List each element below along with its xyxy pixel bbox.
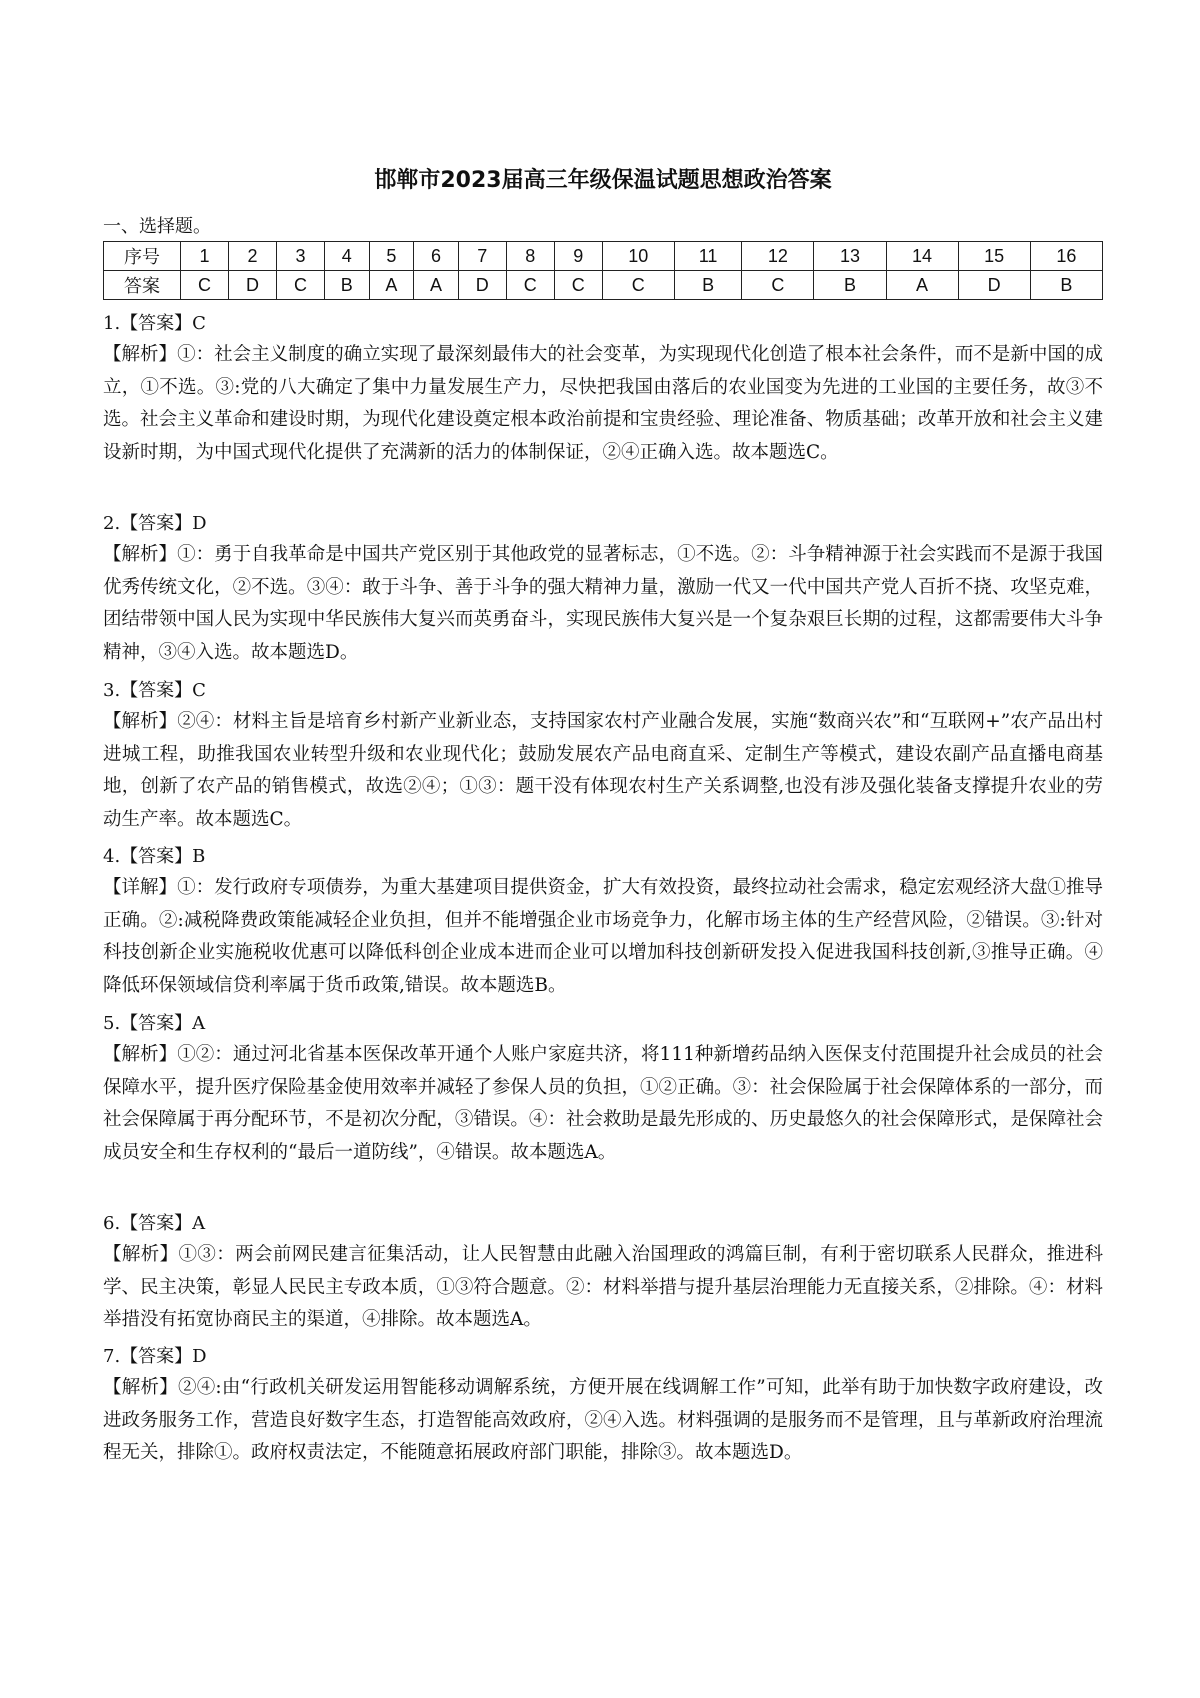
question-explanation: 【解析】①③：两会前网民建言征集活动，让人民智慧由此融入治国理政的鸿篇巨制，有利于密切联系人民群众，推进科学、民主决策，彰显人民民主专政本质，①③符合题意。②：材料举措与提升基层治理能力无直接关系，②排除。④：材料举措没有拓宽协商民主的渠道，④排除。故本题选A。 bbox=[103, 1244, 1103, 1330]
question-2 bbox=[103, 509, 1103, 669]
table-cell-answer: D bbox=[228, 271, 276, 300]
table-cell-number: 10 bbox=[602, 242, 674, 271]
table-cell-number: 5 bbox=[369, 242, 414, 271]
table-cell-number: 13 bbox=[814, 242, 886, 271]
table-cell-number: 1 bbox=[181, 242, 229, 271]
question-answer-line: 2.【答案】D bbox=[103, 513, 207, 534]
section-heading: 一、选择题。 bbox=[103, 216, 211, 237]
table-cell-number: 4 bbox=[324, 242, 369, 271]
table-cell-number: 8 bbox=[506, 242, 554, 271]
question-explanation: 【解析】①：社会主义制度的确立实现了最深刻最伟大的社会变革，为实现现代化创造了根本社会条件，而不是新中国的成立，①不选。③:党的八大确定了集中力量发展生产力，尽快把我国由落后的农业国变为先进的工业国的主要任务，故③不选。社会主义革命和建设时期，为现代化建设奠定根本政治前提和宝贵经验、理论准备、物质基础；改革开放和社会主义建设新时期，为中国式现代化提供了充满新的活力的体制保证，②④正确入选。故本题选C。 bbox=[103, 344, 1103, 463]
question-answer-line: 1.【答案】C bbox=[103, 313, 206, 334]
question-answer-line: 5.【答案】A bbox=[103, 1013, 206, 1034]
table-cell-number: 2 bbox=[228, 242, 276, 271]
table-cell-answer: A bbox=[414, 271, 459, 300]
table-cell-number: 6 bbox=[414, 242, 459, 271]
table-cell-number: 11 bbox=[674, 242, 741, 271]
table-cell-answer: A bbox=[886, 271, 958, 300]
table-cell-answer: D bbox=[958, 271, 1030, 300]
table-cell-answer: D bbox=[458, 271, 506, 300]
table-cell-number: 15 bbox=[958, 242, 1030, 271]
question-explanation: 【解析】①②：通过河北省基本医保改革开通个人账户家庭共济，将111种新增药品纳入医保支付范围提升社会成员的社会保障水平，提升医疗保险基金使用效率并减轻了参保人员的负担，①②正确。③：社会保险属于社会保障体系的一部分，而社会保障属于再分配环节，不是初次分配，③错误。④：社会救助是最先形成的、历史最悠久的社会保障形式，是保障社会成员安全和生存权利的“最后一道防线”，④错误。故本题选A。 bbox=[103, 1044, 1103, 1163]
table-cell-answer: C bbox=[506, 271, 554, 300]
table-cell-number: 14 bbox=[886, 242, 958, 271]
question-explanation: 【详解】①：发行政府专项债券，为重大基建项目提供资金，扩大有效投资，最终拉动社会需求，稳定宏观经济大盘①推导正确。②:减税降费政策能减轻企业负担，但并不能增强企业市场竞争力，化解市场主体的生产经营风险，②错误。③:针对科技创新企业实施税收优惠可以降低科创企业成本进而企业可以增加科技创新研发投入促进我国科技创新,③推导正确。④降低环保领域信贷利率属于货币政策,错误。故本题选B。 bbox=[103, 877, 1103, 996]
question-answer-line: 3.【答案】C bbox=[103, 680, 206, 701]
table-cell-answer: C bbox=[742, 271, 814, 300]
question-answer-line: 6.【答案】A bbox=[103, 1213, 206, 1234]
table-cell-answer: B bbox=[1030, 271, 1102, 300]
answer-table bbox=[103, 241, 1103, 300]
table-cell-number: 3 bbox=[276, 242, 324, 271]
question-4 bbox=[103, 842, 1103, 1002]
table-row-numbers bbox=[104, 242, 1103, 271]
table-cell-number: 7 bbox=[458, 242, 506, 271]
question-1 bbox=[103, 309, 1103, 469]
question-answer-line: 7.【答案】D bbox=[103, 1346, 207, 1367]
question-7 bbox=[103, 1342, 1103, 1470]
table-cell-number: 16 bbox=[1030, 242, 1102, 271]
table-cell-answer: C bbox=[554, 271, 602, 300]
table-row-answers bbox=[104, 271, 1103, 300]
question-3 bbox=[103, 676, 1103, 836]
table-cell-answer: C bbox=[602, 271, 674, 300]
table-cell-answer: A bbox=[369, 271, 414, 300]
table-cell-answer: C bbox=[276, 271, 324, 300]
table-cell-answer: B bbox=[674, 271, 741, 300]
question-explanation: 【解析】②④：材料主旨是培育乡村新产业新业态，支持国家农村产业融合发展，实施“数商兴农”和“互联网+”农产品出村进城工程，助推我国农业转型升级和农业现代化；鼓励发展农产品电商直采、定制生产等模式，建设农副产品直播电商基地，创新了农产品的销售模式，故选②④；①③：题干没有体现农村生产关系调整,也没有涉及强化装备支撑提升农业的劳动生产率。故本题选C。 bbox=[103, 711, 1103, 830]
question-6 bbox=[103, 1209, 1103, 1337]
question-5 bbox=[103, 1009, 1103, 1169]
question-explanation: 【解析】①：勇于自我革命是中国共产党区别于其他政党的显著标志，①不选。②：斗争精神源于社会实践而不是源于我国优秀传统文化，②不选。③④：敢于斗争、善于斗争的强大精神力量，激励一代又一代中国共产党人百折不挠、攻坚克难，团结带领中国人民为实现中华民族伟大复兴而英勇奋斗，实现民族伟大复兴是一个复杂艰巨长期的过程，这都需要伟大斗争精神，③④入选。故本题选D。 bbox=[103, 544, 1103, 663]
table-cell-answer: B bbox=[324, 271, 369, 300]
table-cell-number: 12 bbox=[742, 242, 814, 271]
question-explanation: 【解析】②④:由“行政机关研发运用智能移动调解系统，方便开展在线调解工作”可知，此举有助于加快数字政府建设，改进政务服务工作，营造良好数字生态，打造智能高效政府，②④入选。材料强调的是服务而不是管理，且与革新政府治理流程无关，排除①。政府权责法定，不能随意拓展政府部门职能，排除③。故本题选D。 bbox=[103, 1377, 1103, 1463]
table-cell-answer: C bbox=[181, 271, 229, 300]
page-title: 邯郸市2023届高三年级保温试题思想政治答案 bbox=[374, 168, 832, 193]
row-header-number: 序号 bbox=[104, 242, 181, 271]
table-cell-number: 9 bbox=[554, 242, 602, 271]
table-cell-answer: B bbox=[814, 271, 886, 300]
question-answer-line: 4.【答案】B bbox=[103, 846, 206, 867]
row-header-answer: 答案 bbox=[104, 271, 181, 300]
